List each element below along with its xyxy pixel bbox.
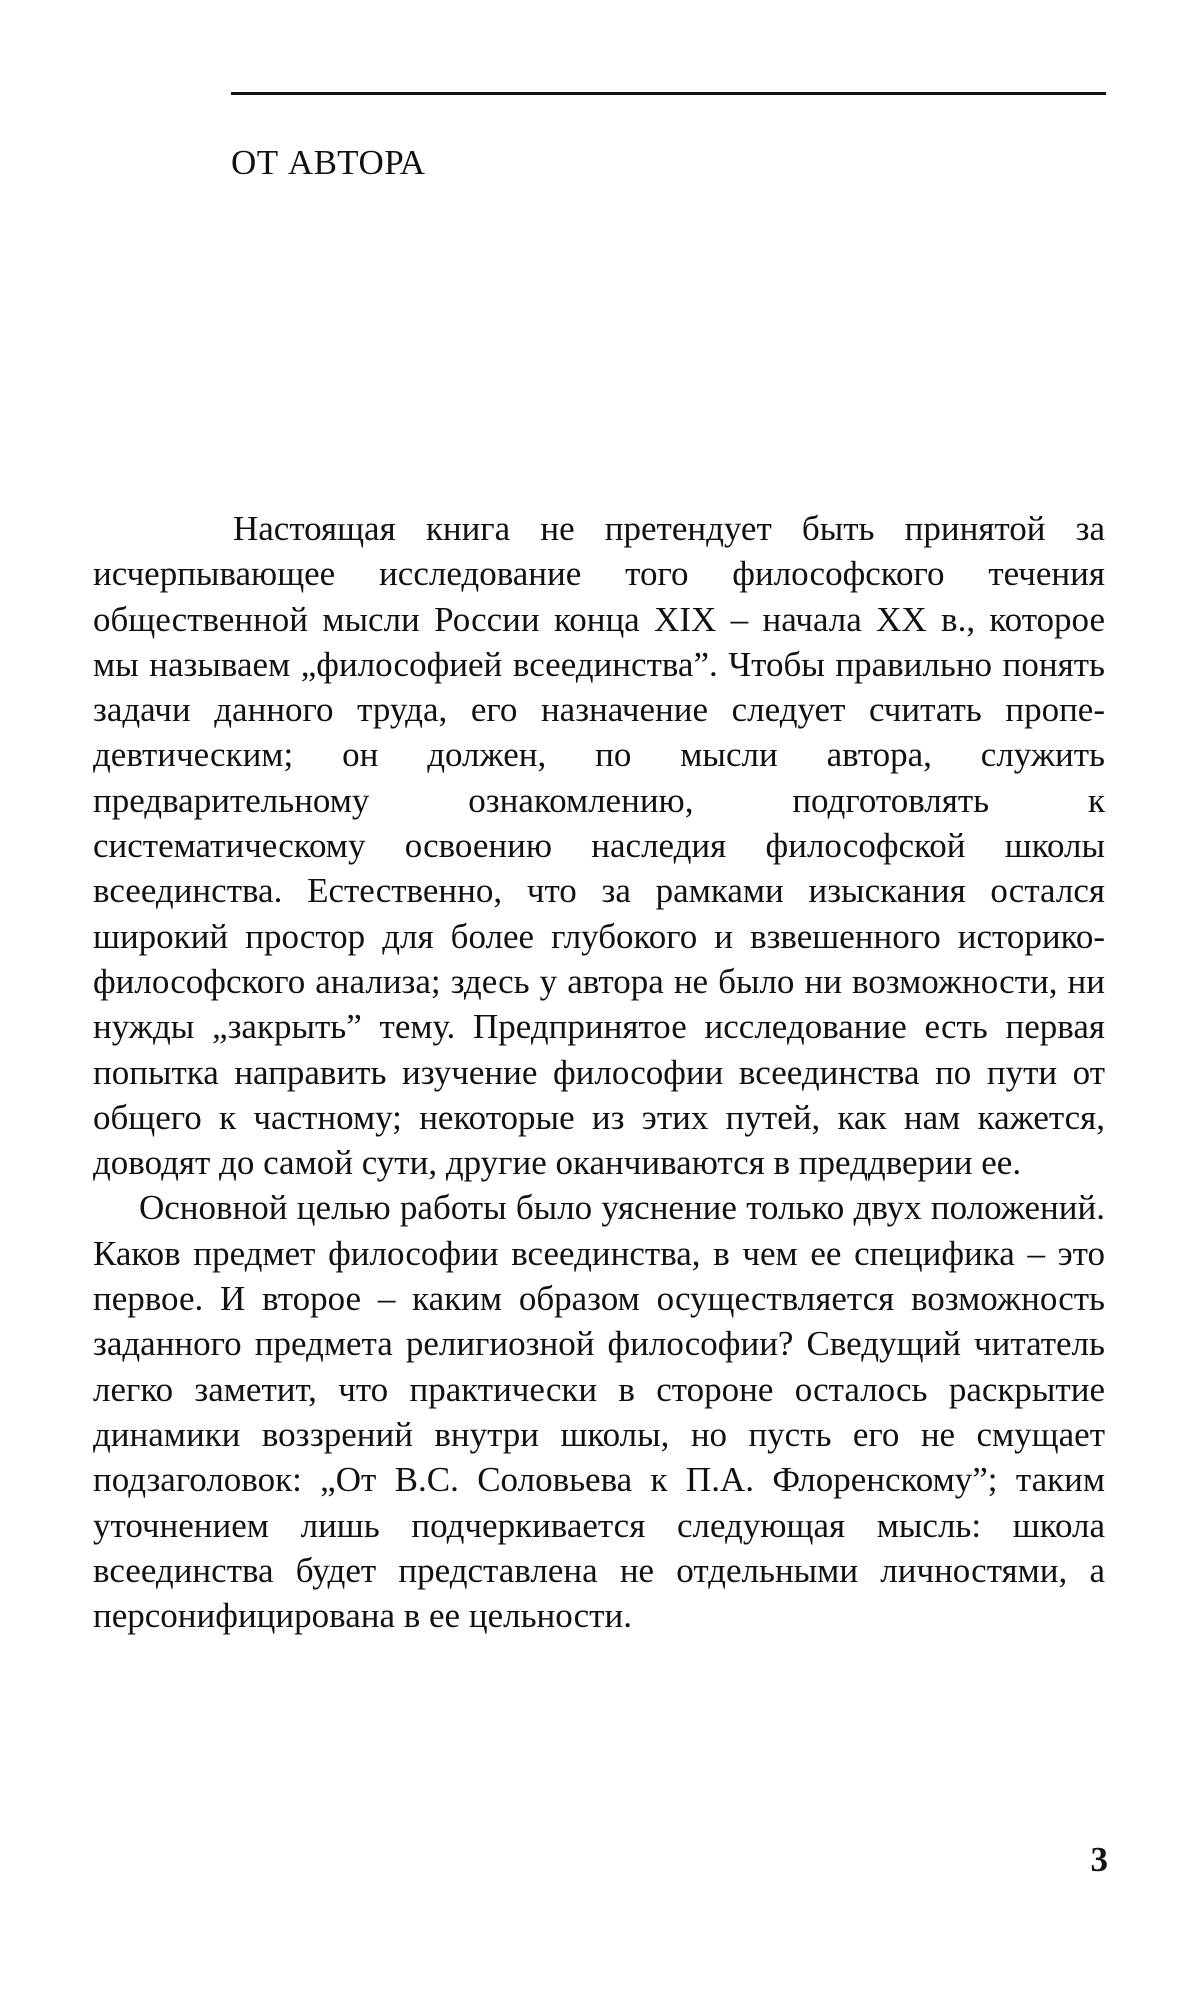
section-heading: ОТ АВТОРА	[231, 143, 426, 182]
top-rule	[231, 92, 1106, 95]
body-text	[93, 506, 1105, 1638]
paragraph-1: Настоящая книга не претендует быть принятой за исчерпывающее исследование того философского течения общественной мысли России конца XIX – начала XX в., которое мы называем „философией всеединства”. Чтобы правильно понять задачи данного труда, его назначение следует считать пропедевтическим; он должен, по мысли автора, служить предварительному ознакомлению, подготовлять к систематическому освоению наследия философской школы всеединства. Естественно, что за рамками изыскания остался широкий простор для более глубокого и взвешенного историко-философского анализа; здесь у автора не было ни возможности, ни нужды „закрыть” тему. Предпринятое исследование есть первая попытка направить изучение философии всеединства по пути от общего к частному; некоторые из этих путей, как нам кажется, доводят до самой сути, другие оканчиваются в преддверии ее.	[93, 509, 1105, 1183]
paragraph-2: Основной целью работы было уяснение только двух положений. Каков предмет философии всеединства, в чем ее специфика – это первое. И второе – каким образом осуществляется возможность заданного предмета религиозной философии? Сведущий читатель легко заметит, что практически в стороне осталось раскрытие динамики воззрений внутри школы, но пусть его не смущает подзаголовок: „От В.С. Соловьева к П.А. Флоренскому”; таким уточнением лишь подчеркивается следующая мысль: школа всеединства будет представлена не отдельными личностями, а персонифицирована в ее цельности.	[93, 1188, 1105, 1636]
page-number: 3	[1090, 1840, 1108, 1879]
